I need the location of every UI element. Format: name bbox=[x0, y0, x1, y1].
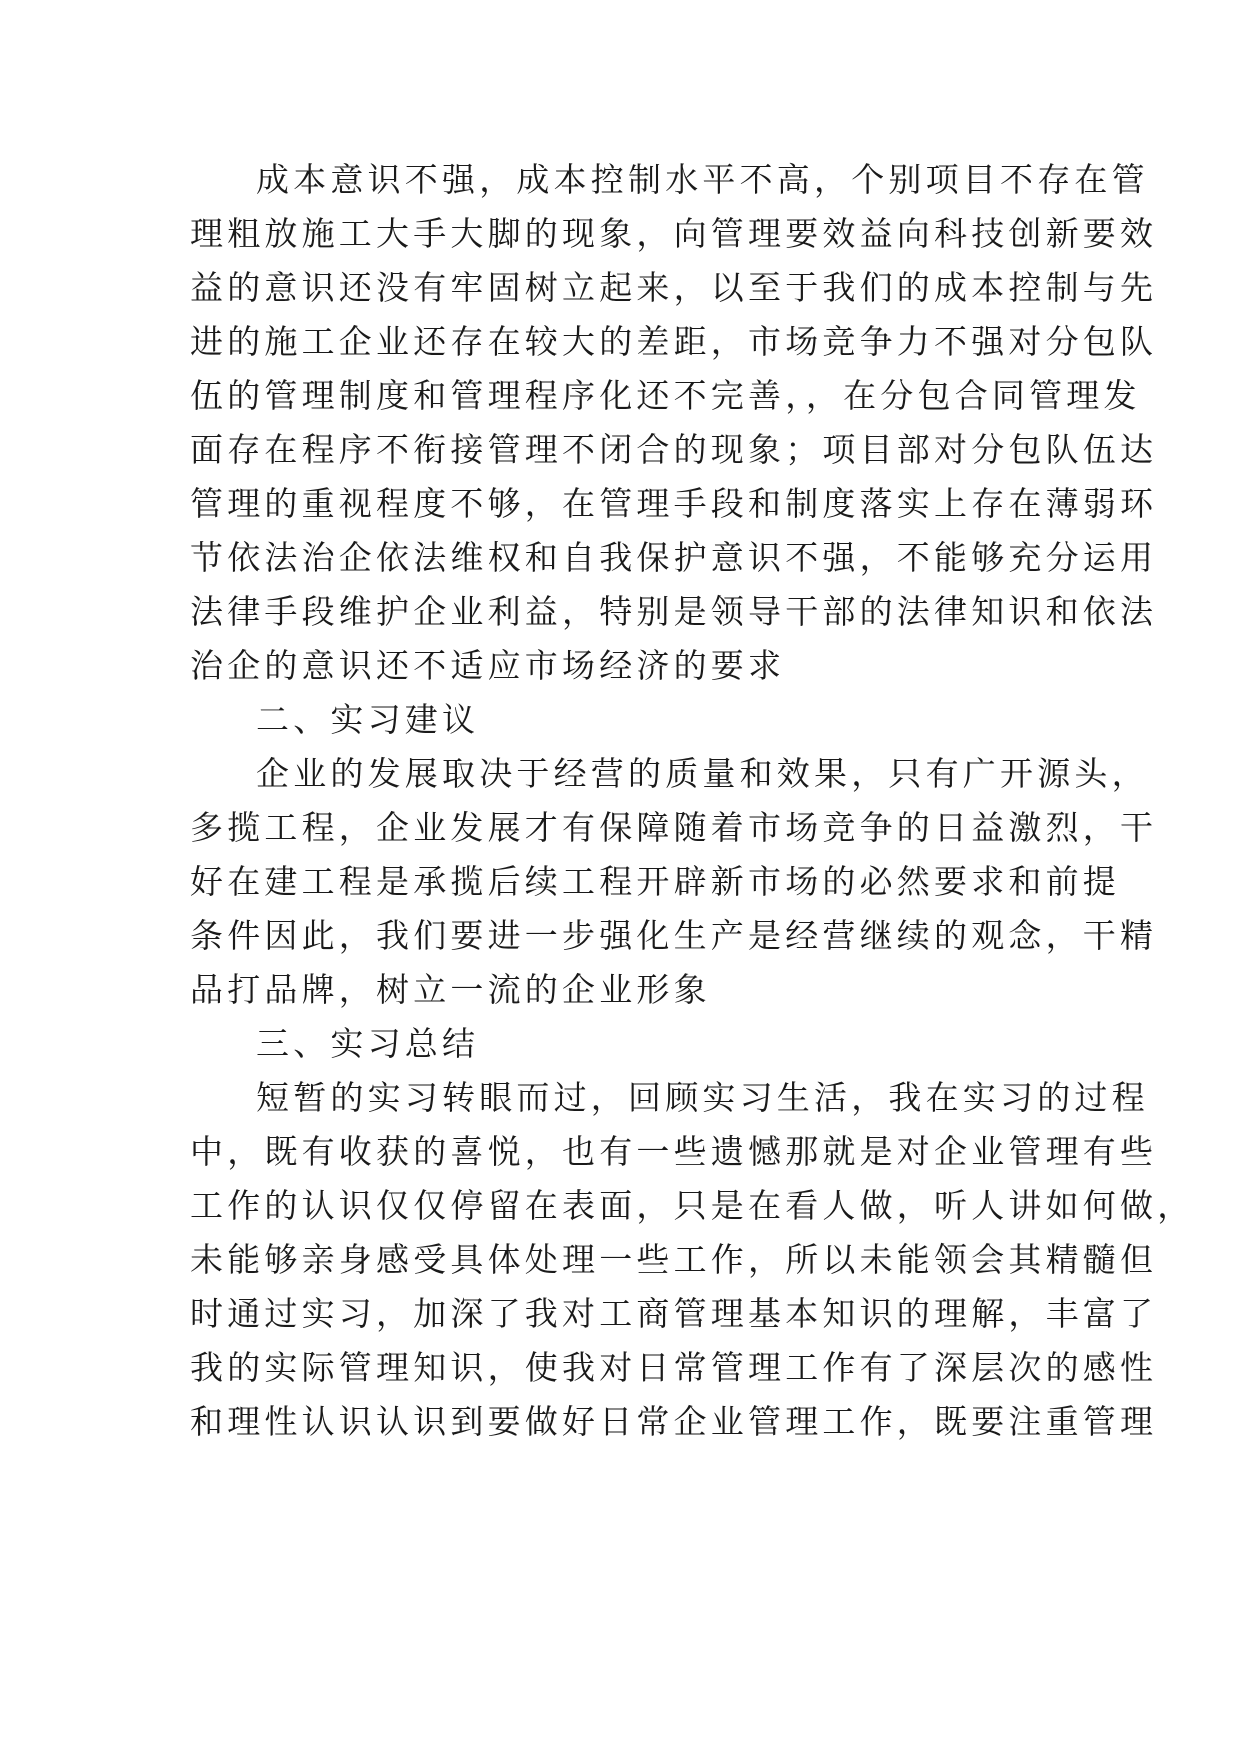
paragraph-line: 企业的发展取决于经营的质量和效果，只有广开源头， bbox=[256, 754, 1149, 793]
paragraph-line: 品打品牌，树立一流的企业形象 bbox=[190, 970, 711, 1009]
paragraph-line: 伍的管理制度和管理程序化还不完善，，在分包合同管理发 bbox=[190, 376, 1141, 415]
paragraph-line: 多揽工程，企业发展才有保障随着市场竞争的日益激烈，干 bbox=[190, 808, 1158, 847]
paragraph-line: 时通过实习，加深了我对工商管理基本知识的理解，丰富了 bbox=[190, 1294, 1158, 1333]
paragraph-line: 和理性认识认识到要做好日常企业管理工作，既要注重管理 bbox=[190, 1402, 1158, 1441]
paragraph-line: 理粗放施工大手大脚的现象，向管理要效益向科技创新要效 bbox=[190, 214, 1158, 253]
paragraph-line: 条件因此，我们要进一步强化生产是经营继续的观念，干精 bbox=[190, 916, 1158, 955]
paragraph-line: 管理的重视程度不够，在管理手段和制度落实上存在薄弱环 bbox=[190, 484, 1158, 523]
paragraph-line: 治企的意识还不适应市场经济的要求 bbox=[190, 646, 786, 685]
paragraph-line: 好在建工程是承揽后续工程开辟新市场的必然要求和前提 bbox=[190, 862, 1120, 901]
paragraph-line: 我的实际管理知识，使我对日常管理工作有了深层次的感性 bbox=[190, 1348, 1158, 1387]
paragraph-line: 中，既有收获的喜悦，也有一些遗憾那就是对企业管理有些 bbox=[190, 1132, 1158, 1171]
paragraph-line: 法律手段维护企业利益，特别是领导干部的法律知识和依法 bbox=[190, 592, 1158, 631]
paragraph-line: 面存在程序不衔接管理不闭合的现象；项目部对分包队伍达 bbox=[190, 430, 1158, 469]
paragraph-line: 进的施工企业还存在较大的差距，市场竞争力不强对分包队 bbox=[190, 322, 1158, 361]
paragraph-line: 益的意识还没有牢固树立起来，以至于我们的成本控制与先 bbox=[190, 268, 1158, 307]
paragraph-line: 工作的认识仅仅停留在表面，只是在看人做，听人讲如何做， bbox=[190, 1186, 1195, 1225]
section-heading-suggestions: 二、实习建议 bbox=[256, 700, 480, 739]
section-heading-summary: 三、实习总结 bbox=[256, 1024, 480, 1063]
paragraph-line: 未能够亲身感受具体处理一些工作，所以未能领会其精髓但 bbox=[190, 1240, 1158, 1279]
paragraph-line: 节依法治企依法维权和自我保护意识不强，不能够充分运用 bbox=[190, 538, 1158, 577]
paragraph-line: 短暂的实习转眼而过，回顾实习生活，我在实习的过程 bbox=[256, 1078, 1149, 1117]
paragraph-line: 成本意识不强，成本控制水平不高，个别项目不存在管 bbox=[256, 160, 1149, 199]
